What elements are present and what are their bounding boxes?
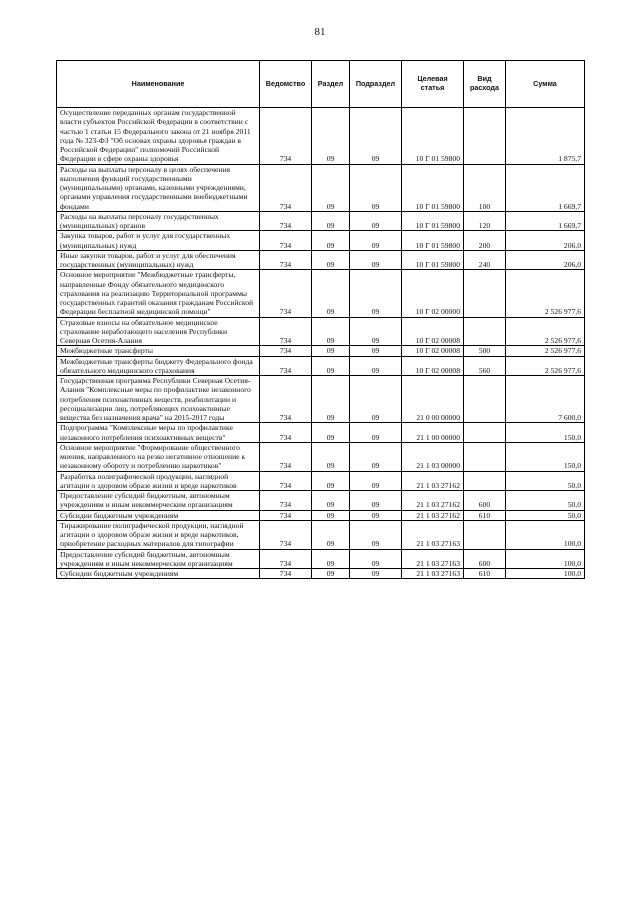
row-vedomstvo: 734 [260, 442, 312, 471]
row-celevaya-statya: 10 Г 02 00000 [402, 270, 464, 317]
row-podrazdel: 09 [350, 549, 402, 569]
row-razdel: 09 [312, 231, 350, 251]
row-vid-raskhoda [464, 376, 506, 423]
row-vid-raskhoda [464, 423, 506, 443]
row-razdel: 09 [312, 569, 350, 579]
row-name: Осуществление переданных органам государственной власти субъектов Российской Федерации в соответствии с частью 1 статьи 15 Федерального закона от 21 ноября 2011 года № 323-ФЗ "Об основах охраны здоровья граждан в Российской Федерации" полномочий Российской Федерации в сфере охраны здоровья [57, 108, 260, 165]
row-summa: 7 600,0 [506, 376, 585, 423]
row-summa: 100,0 [506, 569, 585, 579]
table-header-row [57, 61, 585, 108]
header-podrazdel: Подраздел [350, 61, 402, 108]
row-vedomstvo: 734 [260, 376, 312, 423]
row-vedomstvo: 734 [260, 569, 312, 579]
row-razdel: 09 [312, 356, 350, 376]
row-vedomstvo: 734 [260, 250, 312, 270]
row-vid-raskhoda [464, 471, 506, 491]
row-celevaya-statya: 21 1 03 27163 [402, 520, 464, 549]
row-podrazdel: 09 [350, 376, 402, 423]
row-razdel: 09 [312, 108, 350, 165]
row-vedomstvo: 734 [260, 423, 312, 443]
row-summa: 2 526 977,6 [506, 317, 585, 346]
row-summa: 150,0 [506, 442, 585, 471]
row-vedomstvo: 734 [260, 520, 312, 549]
row-razdel: 09 [312, 270, 350, 317]
row-summa: 150,0 [506, 423, 585, 443]
row-vedomstvo: 734 [260, 510, 312, 520]
row-summa: 100,0 [506, 549, 585, 569]
row-celevaya-statya: 10 Г 02 00008 [402, 317, 464, 346]
row-vid-raskhoda [464, 442, 506, 471]
row-name: Закупка товаров, работ и услуг для государственных (муниципальных) нужд [57, 231, 260, 251]
row-summa: 100,0 [506, 520, 585, 549]
row-vedomstvo: 734 [260, 491, 312, 511]
row-podrazdel: 09 [350, 231, 402, 251]
row-podrazdel: 09 [350, 211, 402, 231]
row-podrazdel: 09 [350, 317, 402, 346]
budget-table [56, 60, 585, 579]
row-summa: 206,0 [506, 250, 585, 270]
row-podrazdel: 09 [350, 250, 402, 270]
row-vedomstvo: 734 [260, 471, 312, 491]
table-row [57, 549, 585, 569]
row-razdel: 09 [312, 346, 350, 356]
table-row [57, 211, 585, 231]
row-name: Расходы на выплаты персоналу государственных (муниципальных) органов [57, 211, 260, 231]
row-razdel: 09 [312, 520, 350, 549]
row-summa: 2 526 977,6 [506, 270, 585, 317]
header-razdel: Раздел [312, 61, 350, 108]
header-vid-raskhoda: Вид расхода [464, 61, 506, 108]
row-podrazdel: 09 [350, 108, 402, 165]
row-celevaya-statya: 10 Г 01 59800 [402, 231, 464, 251]
row-podrazdel: 09 [350, 423, 402, 443]
row-razdel: 09 [312, 317, 350, 346]
row-razdel: 09 [312, 510, 350, 520]
row-name: Межбюджетные трансферты бюджету Федерального фонда обязательного медицинского страхования [57, 356, 260, 376]
row-name: Межбюджетные трансферты [57, 346, 260, 356]
row-summa: 50,0 [506, 491, 585, 511]
row-summa: 1 669,7 [506, 211, 585, 231]
row-vid-raskhoda: 610 [464, 569, 506, 579]
row-celevaya-statya: 10 Г 01 59800 [402, 211, 464, 231]
header-vedomstvo: Ведомство [260, 61, 312, 108]
row-celevaya-statya: 21 1 03 27163 [402, 549, 464, 569]
row-vedomstvo: 734 [260, 549, 312, 569]
row-name: Подпрограмма "Комплексные меры по профилактике незаконного потребления психоактивных веществ" [57, 423, 260, 443]
row-podrazdel: 09 [350, 520, 402, 549]
table-row [57, 471, 585, 491]
row-razdel: 09 [312, 423, 350, 443]
row-vid-raskhoda: 500 [464, 346, 506, 356]
table-row [57, 164, 585, 211]
table-row [57, 108, 585, 165]
row-vid-raskhoda: 120 [464, 211, 506, 231]
row-podrazdel: 09 [350, 346, 402, 356]
row-celevaya-statya: 21 1 03 27163 [402, 569, 464, 579]
row-name: Предоставление субсидий бюджетным, автономным учреждениям и иным некоммерческим организациям [57, 549, 260, 569]
row-vid-raskhoda: 560 [464, 356, 506, 376]
row-name: Субсидии бюджетным учреждениям [57, 569, 260, 579]
row-podrazdel: 09 [350, 471, 402, 491]
row-celevaya-statya: 21 0 00 00000 [402, 376, 464, 423]
header-summa: Сумма [506, 61, 585, 108]
row-name: Основное мероприятие "Формирование общественного мнения, направленного на резко негативное отношение к незаконному обороту и потреблению наркотиков" [57, 442, 260, 471]
row-summa: 206,0 [506, 231, 585, 251]
row-vedomstvo: 734 [260, 211, 312, 231]
table-row [57, 317, 585, 346]
row-vedomstvo: 734 [260, 356, 312, 376]
row-summa: 1 875,7 [506, 108, 585, 165]
row-vedomstvo: 734 [260, 164, 312, 211]
table-row [57, 423, 585, 443]
row-podrazdel: 09 [350, 569, 402, 579]
row-name: Государственная программа Республики Северная Осетия-Алания "Комплексные меры по профилактике незаконного потребления психоактивных веществ, реабилитации и ресоциализации лиц, потребляющих психоактивные вещества без назначения врача" на 2015-2017 годы [57, 376, 260, 423]
page-number: 81 [314, 26, 326, 38]
row-razdel: 09 [312, 250, 350, 270]
row-vid-raskhoda [464, 108, 506, 165]
row-vid-raskhoda [464, 520, 506, 549]
row-vedomstvo: 734 [260, 270, 312, 317]
row-razdel: 09 [312, 491, 350, 511]
row-vid-raskhoda: 610 [464, 510, 506, 520]
row-summa: 2 526 977,6 [506, 346, 585, 356]
row-razdel: 09 [312, 471, 350, 491]
header-name: Наименование [57, 61, 260, 108]
row-podrazdel: 09 [350, 270, 402, 317]
row-razdel: 09 [312, 211, 350, 231]
row-celevaya-statya: 10 Г 02 00008 [402, 356, 464, 376]
row-name: Разработка полиграфической продукции, наглядной агитации о здоровом образе жизни и вреде наркотиков [57, 471, 260, 491]
row-celevaya-statya: 21 1 03 00000 [402, 442, 464, 471]
row-summa: 2 526 977,6 [506, 356, 585, 376]
row-celevaya-statya: 10 Г 01 59800 [402, 108, 464, 165]
row-vid-raskhoda: 100 [464, 164, 506, 211]
row-vid-raskhoda [464, 270, 506, 317]
row-razdel: 09 [312, 442, 350, 471]
table-row [57, 270, 585, 317]
row-vedomstvo: 734 [260, 108, 312, 165]
row-summa: 50,0 [506, 471, 585, 491]
row-podrazdel: 09 [350, 356, 402, 376]
table-row [57, 442, 585, 471]
row-razdel: 09 [312, 549, 350, 569]
row-razdel: 09 [312, 376, 350, 423]
table-row [57, 231, 585, 251]
row-summa: 50,0 [506, 510, 585, 520]
row-podrazdel: 09 [350, 491, 402, 511]
table-row [57, 569, 585, 579]
row-vid-raskhoda: 240 [464, 250, 506, 270]
table-row [57, 376, 585, 423]
row-vedomstvo: 734 [260, 231, 312, 251]
row-name: Иные закупки товаров, работ и услуг для обеспечения государственных (муниципальных) нужд [57, 250, 260, 270]
table-row [57, 346, 585, 356]
row-podrazdel: 09 [350, 164, 402, 211]
row-celevaya-statya: 21 1 00 00000 [402, 423, 464, 443]
row-name: Страховые взносы на обязательное медицинское страхование неработающего населения Республики Северная Осетия-Алания [57, 317, 260, 346]
row-name: Субсидии бюджетным учреждениям [57, 510, 260, 520]
row-celevaya-statya: 10 Г 01 59800 [402, 250, 464, 270]
table-row [57, 491, 585, 511]
row-vid-raskhoda: 600 [464, 491, 506, 511]
row-vedomstvo: 734 [260, 317, 312, 346]
row-name: Расходы на выплаты персоналу в целях обеспечения выполнения функций государственными (муниципальными) органами, казенными учреждениями, органами управления государственными внебюджетными фондами [57, 164, 260, 211]
row-name: Тиражирование полиграфической продукции, наглядной агитации о здоровом образе жизни и вреде наркотиков, приобретение расходных материалов для типографии [57, 520, 260, 549]
row-celevaya-statya: 21 1 03 27162 [402, 471, 464, 491]
row-celevaya-statya: 21 1 03 27162 [402, 510, 464, 520]
row-podrazdel: 09 [350, 510, 402, 520]
row-vid-raskhoda: 200 [464, 231, 506, 251]
table-row [57, 356, 585, 376]
table-row [57, 510, 585, 520]
row-vid-raskhoda: 600 [464, 549, 506, 569]
row-vid-raskhoda [464, 317, 506, 346]
header-celevaya-statya: Целевая статья [402, 61, 464, 108]
row-name: Основное мероприятие "Межбюджетные трансферты, направленные Фонду обязательного медицинского страхования на реализацию Территориальной программы государственных гарантий оказания гражданам Российской Федерации бесплатной медицинской помощи" [57, 270, 260, 317]
table-row [57, 250, 585, 270]
table-row [57, 520, 585, 549]
row-name: Предоставление субсидий бюджетным, автономным учреждениям и иным некоммерческим организациям [57, 491, 260, 511]
row-vedomstvo: 734 [260, 346, 312, 356]
row-celevaya-statya: 10 Г 02 00008 [402, 346, 464, 356]
row-podrazdel: 09 [350, 442, 402, 471]
row-razdel: 09 [312, 164, 350, 211]
row-celevaya-statya: 10 Г 01 59800 [402, 164, 464, 211]
row-summa: 1 669,7 [506, 164, 585, 211]
row-celevaya-statya: 21 1 03 27162 [402, 491, 464, 511]
